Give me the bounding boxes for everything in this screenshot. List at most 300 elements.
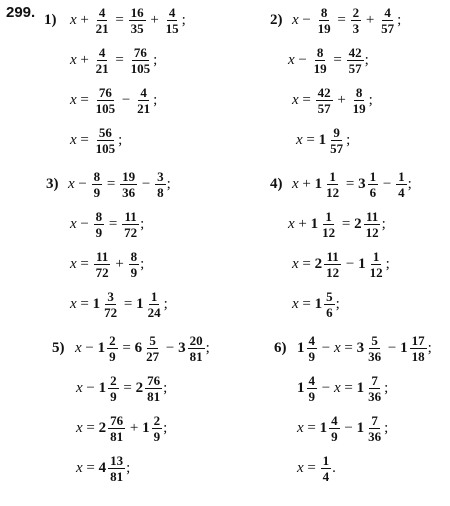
operator: = xyxy=(120,295,137,312)
mixed-number xyxy=(357,334,385,363)
numerator: 42 xyxy=(317,84,331,100)
numerator: 76 xyxy=(147,372,161,388)
operator: + xyxy=(294,215,311,232)
equation-line xyxy=(288,40,369,80)
operator: + xyxy=(76,11,93,28)
denominator: 21 xyxy=(95,20,109,36)
fraction xyxy=(120,170,137,199)
denominator: 15 xyxy=(165,20,179,36)
numerator: 8 xyxy=(316,44,324,60)
whole-part: 4 xyxy=(98,459,107,476)
variable-x: x xyxy=(76,419,83,436)
operator: = xyxy=(111,51,128,68)
whole-part: 6 xyxy=(134,339,143,356)
fraction xyxy=(108,374,119,403)
denominator: 8 xyxy=(157,184,164,200)
numerator: 13 xyxy=(110,452,124,468)
denominator: 57 xyxy=(381,20,395,36)
operator: ; xyxy=(163,379,168,396)
denominator: 105 xyxy=(130,60,151,76)
equation-line xyxy=(76,448,130,488)
variable-x: x xyxy=(292,295,299,312)
denominator: 9 xyxy=(130,264,138,280)
operator: = xyxy=(105,215,122,232)
operator: − xyxy=(138,175,155,192)
operator: = xyxy=(76,255,93,272)
equation-line xyxy=(297,328,432,368)
equation-line xyxy=(292,284,340,324)
variable-x: x xyxy=(70,91,77,108)
numerator: 4 xyxy=(98,44,106,60)
numerator: 1 xyxy=(150,288,158,304)
variable-x: x xyxy=(70,11,77,28)
denominator: 81 xyxy=(147,388,161,404)
numerator: 17 xyxy=(411,332,425,348)
whole-part: 1 xyxy=(356,379,365,396)
equation-line xyxy=(68,164,171,204)
mixed-number xyxy=(358,170,379,199)
fraction xyxy=(324,290,335,319)
fraction xyxy=(188,334,205,363)
variable-x: x xyxy=(296,131,303,148)
whole-part: 1 xyxy=(318,131,327,148)
fraction xyxy=(368,170,379,199)
numerator: 4 xyxy=(308,332,315,348)
denominator: 57 xyxy=(330,140,344,156)
operator: + xyxy=(362,11,379,28)
operator: ; xyxy=(153,51,158,68)
denominator: 81 xyxy=(110,468,124,484)
operator: ; xyxy=(126,459,131,476)
mixed-number xyxy=(142,414,163,443)
denominator: 19 xyxy=(317,20,331,36)
variable-x: x xyxy=(70,295,77,312)
mixed-number xyxy=(93,290,121,319)
operator: ; xyxy=(381,215,386,232)
numerator: 4 xyxy=(331,412,338,428)
fraction xyxy=(366,414,383,443)
denominator: 72 xyxy=(104,304,118,320)
fraction xyxy=(321,454,332,483)
operator: + xyxy=(111,255,128,272)
operator: + xyxy=(126,419,143,436)
fraction xyxy=(312,46,329,75)
operator: = xyxy=(111,11,128,28)
numerator: 4 xyxy=(384,4,391,20)
numerator: 76 xyxy=(133,44,147,60)
operator: = xyxy=(82,419,99,436)
denominator: 35 xyxy=(130,20,144,36)
whole-part: 3 xyxy=(178,339,186,356)
numerator: 19 xyxy=(122,168,136,184)
variable-x: x xyxy=(76,379,83,396)
denominator: 9 xyxy=(93,184,101,200)
fraction xyxy=(410,334,427,363)
equation-line xyxy=(297,368,388,408)
denominator: 9 xyxy=(331,428,338,444)
numerator: 2 xyxy=(352,4,360,20)
denominator: 36 xyxy=(368,348,382,364)
equation-line xyxy=(70,284,168,324)
denominator: 81 xyxy=(189,348,203,364)
whole-part: 2 xyxy=(98,419,107,436)
numerator: 2 xyxy=(110,372,117,388)
numerator: 8 xyxy=(95,208,103,224)
mixed-number xyxy=(315,170,343,199)
variable-x: x xyxy=(70,51,77,68)
fraction xyxy=(320,210,337,239)
equation-line xyxy=(70,40,157,80)
denominator: 72 xyxy=(124,224,138,240)
equation-line xyxy=(75,328,210,368)
operator: = xyxy=(298,295,315,312)
variable-x: x xyxy=(70,131,77,148)
fraction xyxy=(129,250,140,279)
operator: ; xyxy=(368,91,373,108)
fraction xyxy=(135,86,152,115)
operator: = xyxy=(82,459,99,476)
denominator: 24 xyxy=(147,304,161,320)
denominator: 19 xyxy=(313,60,327,76)
numerator: 76 xyxy=(98,84,112,100)
equation-line xyxy=(292,80,373,120)
whole-part: 1 xyxy=(310,215,319,232)
mixed-number xyxy=(315,250,343,279)
denominator: 36 xyxy=(122,184,136,200)
operator: + xyxy=(146,11,163,28)
fraction xyxy=(366,334,383,363)
equation-line xyxy=(76,408,167,448)
numerator: 8 xyxy=(93,168,101,184)
operator: = xyxy=(76,91,93,108)
variable-x: x xyxy=(297,459,304,476)
numerator: 8 xyxy=(355,84,363,100)
mixed-number xyxy=(178,334,206,363)
equation-line xyxy=(288,204,386,244)
operator: − xyxy=(162,339,179,356)
denominator: 21 xyxy=(95,60,109,76)
whole-part: 1 xyxy=(297,339,305,356)
whole-part: 1 xyxy=(97,339,106,356)
equation-line xyxy=(70,80,157,120)
equation-line xyxy=(70,204,144,244)
equation-line xyxy=(70,0,186,40)
part-label-4: 4) xyxy=(270,176,283,192)
mixed-number xyxy=(400,334,428,363)
numerator: 2 xyxy=(109,332,116,348)
fraction xyxy=(94,126,118,155)
operator: − xyxy=(298,11,315,28)
numerator: 3 xyxy=(157,168,164,184)
operator: = xyxy=(76,295,93,312)
numerator: 56 xyxy=(98,124,112,140)
denominator: 9 xyxy=(110,388,117,404)
equation-line xyxy=(297,448,336,488)
operator: . xyxy=(332,459,336,476)
denominator: 36 xyxy=(368,388,382,404)
fraction xyxy=(108,454,125,483)
fraction xyxy=(347,46,364,75)
denominator: 12 xyxy=(365,224,379,240)
whole-part: 1 xyxy=(98,379,107,396)
part-label-6: 6) xyxy=(274,340,287,356)
fraction xyxy=(145,374,162,403)
denominator: 3 xyxy=(352,20,360,36)
fraction xyxy=(364,210,381,239)
variable-x: x xyxy=(75,339,82,356)
fraction xyxy=(94,6,111,35)
denominator: 19 xyxy=(352,100,366,116)
operator: = xyxy=(338,215,355,232)
operator: ; xyxy=(407,175,412,192)
whole-part: 1 xyxy=(358,255,366,272)
numerator: 4 xyxy=(168,4,176,20)
denominator: 9 xyxy=(109,348,116,364)
equation-line xyxy=(70,244,144,284)
variable-x: x xyxy=(70,215,77,232)
operator: = xyxy=(119,379,136,396)
numerator: 1 xyxy=(398,168,405,184)
operator: − xyxy=(81,339,98,356)
operator: ; xyxy=(140,215,145,232)
fraction xyxy=(307,334,318,363)
operator: + xyxy=(298,175,315,192)
denominator: 9 xyxy=(153,428,161,444)
mixed-number xyxy=(136,374,164,403)
operator: = xyxy=(76,131,93,148)
variable-x: x xyxy=(292,175,299,192)
numerator: 1 xyxy=(329,168,336,184)
whole-part: 3 xyxy=(358,175,366,192)
equation-line xyxy=(296,120,350,160)
mixed-number xyxy=(315,290,336,319)
operator: ; xyxy=(385,255,390,272)
operator: − xyxy=(76,215,93,232)
equation-line xyxy=(292,244,390,284)
mixed-number xyxy=(135,334,163,363)
fraction xyxy=(316,86,333,115)
fraction xyxy=(122,210,139,239)
denominator: 12 xyxy=(326,184,340,200)
mixed-number xyxy=(358,250,386,279)
fraction xyxy=(324,250,341,279)
operator: + xyxy=(333,91,350,108)
variable-x: x xyxy=(292,91,299,108)
operator: − xyxy=(74,175,91,192)
operator: ; xyxy=(140,255,145,272)
fraction xyxy=(129,6,146,35)
fraction xyxy=(351,86,368,115)
numerator: 5 xyxy=(371,332,378,348)
numerator: 4 xyxy=(308,372,315,388)
denominator: 27 xyxy=(146,348,160,364)
fraction xyxy=(329,414,340,443)
denominator: 72 xyxy=(95,264,109,280)
fraction xyxy=(328,126,345,155)
mixed-number xyxy=(354,210,382,239)
operator: ; xyxy=(205,339,210,356)
operator: − xyxy=(318,379,334,396)
denominator: 105 xyxy=(95,140,116,156)
fraction xyxy=(316,6,333,35)
variable-x: x xyxy=(68,175,75,192)
operator: = xyxy=(303,459,320,476)
fraction xyxy=(94,86,118,115)
operator: ; xyxy=(364,51,369,68)
equation-line xyxy=(70,120,122,160)
variable-x: x xyxy=(333,379,341,396)
operator: − xyxy=(318,339,334,356)
operator: = xyxy=(340,339,357,356)
whole-part: 1 xyxy=(297,379,305,396)
equation-line xyxy=(297,408,388,448)
equation-line xyxy=(292,0,401,40)
operator: − xyxy=(82,379,99,396)
fraction xyxy=(108,414,125,443)
mixed-number xyxy=(357,374,385,403)
part-label-3: 3) xyxy=(46,176,59,192)
numerator: 4 xyxy=(98,4,106,20)
denominator: 57 xyxy=(348,60,362,76)
operator: = xyxy=(103,175,120,192)
operator: ; xyxy=(163,419,168,436)
fraction xyxy=(92,170,103,199)
numerator: 8 xyxy=(320,4,328,20)
numerator: 4 xyxy=(140,84,147,100)
numerator: 1 xyxy=(369,168,377,184)
operator: − xyxy=(340,419,357,436)
variable-x: x xyxy=(333,339,341,356)
mixed-number xyxy=(319,126,347,155)
variable-x: x xyxy=(292,11,299,28)
whole-part: 1 xyxy=(356,419,365,436)
operator: − xyxy=(384,339,401,356)
whole-part: 1 xyxy=(142,419,150,436)
mixed-number xyxy=(99,414,127,443)
numerator: 11 xyxy=(124,208,137,224)
equation-line xyxy=(292,164,412,204)
denominator: 81 xyxy=(110,428,124,444)
whole-part: 1 xyxy=(136,295,144,312)
denominator: 9 xyxy=(308,348,315,364)
operator: − xyxy=(294,51,311,68)
fraction xyxy=(129,46,153,75)
variable-x: x xyxy=(297,419,304,436)
operator: ; xyxy=(163,295,168,312)
operator: ; xyxy=(181,11,186,28)
fraction xyxy=(102,290,119,319)
numerator: 7 xyxy=(371,372,378,388)
mixed-number xyxy=(99,454,127,483)
denominator: 6 xyxy=(326,304,333,320)
operator: − xyxy=(379,175,396,192)
whole-part: 1 xyxy=(314,175,323,192)
fraction xyxy=(155,170,166,199)
whole-part: 1 xyxy=(92,295,101,312)
operator: = xyxy=(298,255,315,272)
numerator: 3 xyxy=(107,288,114,304)
numerator: 2 xyxy=(153,412,161,428)
denominator: 57 xyxy=(317,100,331,116)
operator: = xyxy=(342,175,359,192)
mixed-number xyxy=(311,210,339,239)
mixed-number xyxy=(136,290,164,319)
numerator: 7 xyxy=(371,412,378,428)
whole-part: 2 xyxy=(135,379,144,396)
part-label-2: 2) xyxy=(270,12,283,28)
mixed-number xyxy=(357,414,385,443)
denominator: 36 xyxy=(368,428,382,444)
equation-line xyxy=(76,368,167,408)
whole-part: 2 xyxy=(354,215,362,232)
numerator: 42 xyxy=(348,44,362,60)
part-label-5: 5) xyxy=(52,340,65,356)
numerator: 76 xyxy=(110,412,124,428)
numerator: 1 xyxy=(372,248,380,264)
whole-part: 2 xyxy=(314,255,323,272)
whole-part: 1 xyxy=(319,419,328,436)
denominator: 12 xyxy=(369,264,383,280)
fraction xyxy=(164,6,181,35)
mixed-number xyxy=(297,334,318,363)
operator: ; xyxy=(384,419,389,436)
operator: ; xyxy=(427,339,432,356)
denominator: 105 xyxy=(95,100,116,116)
operator: ; xyxy=(384,379,389,396)
numerator: 16 xyxy=(130,4,144,20)
numerator: 1 xyxy=(325,208,332,224)
numerator: 1 xyxy=(322,452,330,468)
operator: = xyxy=(118,339,135,356)
fraction xyxy=(152,414,163,443)
denominator: 6 xyxy=(369,184,377,200)
operator: = xyxy=(333,11,350,28)
whole-part: 1 xyxy=(314,295,323,312)
whole-part: 1 xyxy=(400,339,408,356)
fraction xyxy=(351,6,362,35)
fraction xyxy=(144,334,161,363)
mixed-number xyxy=(99,374,120,403)
operator: ; xyxy=(118,131,123,148)
part-label-1: 1) xyxy=(44,12,57,28)
fraction xyxy=(94,250,111,279)
operator: = xyxy=(298,91,315,108)
fraction xyxy=(94,210,105,239)
denominator: 9 xyxy=(95,224,103,240)
fraction xyxy=(146,290,163,319)
numerator: 8 xyxy=(130,248,138,264)
fraction xyxy=(379,6,396,35)
denominator: 18 xyxy=(411,348,425,364)
operator: + xyxy=(76,51,93,68)
fraction xyxy=(324,170,341,199)
fraction xyxy=(368,250,385,279)
operator: ; xyxy=(397,11,402,28)
operator: = xyxy=(302,131,319,148)
denominator: 21 xyxy=(137,100,151,116)
denominator: 4 xyxy=(322,468,330,484)
mixed-number xyxy=(98,334,119,363)
operator: = xyxy=(340,379,357,396)
denominator: 4 xyxy=(398,184,405,200)
fraction xyxy=(396,170,407,199)
fraction xyxy=(94,46,111,75)
numerator: 11 xyxy=(95,248,109,264)
operator: ; xyxy=(335,295,340,312)
variable-x: x xyxy=(70,255,77,272)
fraction xyxy=(107,334,118,363)
variable-x: x xyxy=(288,51,295,68)
